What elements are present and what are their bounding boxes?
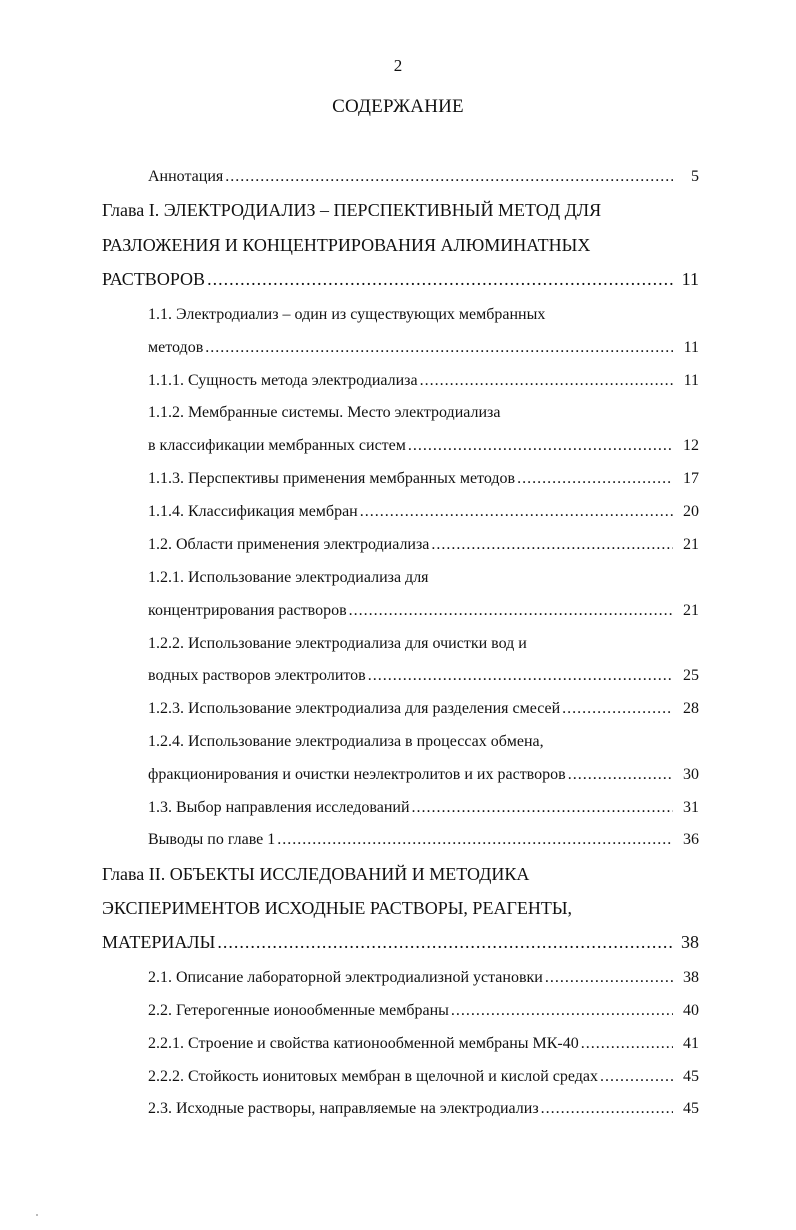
toc-entry-text: 2.1. Описание лабораторной электродиализной установки bbox=[148, 969, 543, 986]
toc-entry-text: водных растворов электролитов bbox=[148, 667, 366, 684]
toc-entry-page: 21 bbox=[683, 536, 699, 553]
toc-chapter-line bbox=[102, 898, 699, 919]
toc-entry bbox=[148, 969, 699, 987]
dot-leader bbox=[349, 602, 673, 620]
toc-entry-text: 1.3. Выбор направления исследований bbox=[148, 799, 410, 816]
toc-entry-text: 2.2. Гетерогенные ионообменные мембраны bbox=[148, 1002, 449, 1019]
toc-entry-text: 2.3. Исходные растворы, направляемые на электродиализ bbox=[148, 1100, 539, 1117]
toc-entry-page: 40 bbox=[683, 1002, 699, 1019]
dot-leader bbox=[205, 339, 673, 357]
toc-entry-text: методов bbox=[148, 339, 204, 356]
dot-leader bbox=[225, 168, 673, 186]
toc-entry-text: 1.2. Области применения электродиализа bbox=[148, 536, 430, 553]
dot-leader bbox=[408, 437, 673, 455]
toc-chapter-line bbox=[102, 200, 699, 221]
toc-entry bbox=[148, 1035, 699, 1053]
dot-leader bbox=[277, 831, 673, 849]
toc-entry-text: РАСТВОРОВ bbox=[102, 269, 206, 289]
toc-entry-line bbox=[148, 404, 699, 422]
dot-leader bbox=[207, 269, 673, 290]
toc-entry bbox=[148, 372, 699, 390]
toc-entry bbox=[148, 766, 699, 784]
toc-entry-text: 1.2.1. Использование электродиализа для bbox=[148, 569, 429, 586]
toc-entry bbox=[148, 1002, 699, 1020]
toc-entry-text: 2.2.2. Стойкость ионитовых мембран в щелочной и кислой средах bbox=[148, 1068, 598, 1085]
toc-entry-page: 41 bbox=[683, 1035, 699, 1052]
toc-chapter-entry bbox=[102, 932, 699, 953]
dot-leader bbox=[562, 700, 673, 718]
page-number: 2 bbox=[393, 56, 403, 75]
toc-entry bbox=[148, 799, 699, 817]
dot-leader bbox=[451, 1002, 673, 1020]
toc-entry-page: 25 bbox=[683, 667, 699, 684]
toc-chapter-entry bbox=[102, 269, 699, 290]
toc-entry-text: Глава II. ОБЪЕКТЫ ИССЛЕДОВАНИЙ И МЕТОДИКА bbox=[102, 864, 530, 884]
toc-entry-page: 38 bbox=[681, 932, 699, 952]
toc-entry-text: Глава I. ЭЛЕКТРОДИАЛИЗ – ПЕРСПЕКТИВНЫЙ МЕТОД ДЛЯ bbox=[102, 200, 602, 220]
toc-entry-page: 31 bbox=[683, 799, 699, 816]
dot-leader bbox=[581, 1035, 673, 1053]
toc-entry bbox=[148, 503, 699, 521]
toc-entry-page: 30 bbox=[683, 766, 699, 783]
toc-entry bbox=[148, 470, 699, 488]
toc-entry bbox=[148, 831, 699, 849]
toc-entry-text: 1.1.1. Сущность метода электродиализа bbox=[148, 372, 418, 389]
dot-leader bbox=[217, 932, 673, 953]
toc-entry-text: концентрирования растворов bbox=[148, 602, 347, 619]
toc-entry bbox=[148, 1100, 699, 1118]
toc-entry-text: 1.1.2. Мембранные системы. Место электродиализа bbox=[148, 404, 501, 421]
toc-chapter-line bbox=[102, 235, 699, 256]
toc-entry-page: 36 bbox=[683, 831, 699, 848]
toc-entry-page: 11 bbox=[683, 372, 699, 389]
toc-entry-page: 12 bbox=[683, 437, 699, 454]
dot-leader bbox=[412, 799, 673, 817]
dot-leader bbox=[568, 766, 673, 784]
toc-entry-text: Аннотация bbox=[148, 168, 224, 185]
toc-entry-page: 21 bbox=[683, 602, 699, 619]
scan-speck bbox=[36, 1214, 38, 1216]
toc-entry bbox=[148, 1068, 699, 1086]
toc-entry-page: 45 bbox=[683, 1100, 699, 1117]
toc-entry bbox=[148, 168, 699, 186]
toc-entry-text: МАТЕРИАЛЫ bbox=[102, 932, 216, 952]
toc-entry-page: 17 bbox=[683, 470, 699, 487]
toc-entry bbox=[148, 339, 699, 357]
page-title: СОДЕРЖАНИЕ bbox=[332, 96, 464, 117]
toc-chapter-line bbox=[102, 864, 699, 885]
dot-leader bbox=[420, 372, 673, 390]
toc-entry-text: 1.2.2. Использование электродиализа для очистки вод и bbox=[148, 635, 527, 652]
toc-entry-line bbox=[148, 733, 699, 751]
toc-entry-page: 5 bbox=[691, 168, 699, 185]
toc-entry-text: 2.2.1. Строение и свойства катионообменной мембраны МК-40 bbox=[148, 1035, 579, 1052]
toc-entry bbox=[148, 437, 699, 455]
dot-leader bbox=[360, 503, 673, 521]
dot-leader bbox=[600, 1068, 673, 1086]
toc-entry-page: 20 bbox=[683, 503, 699, 520]
dot-leader bbox=[545, 969, 673, 987]
dot-leader bbox=[517, 470, 673, 488]
toc-entry-text: 1.1. Электродиализ – один из существующих мембранных bbox=[148, 306, 546, 323]
toc-entry-text: Выводы по главе 1 bbox=[148, 831, 276, 848]
toc-entry-text: фракционирования и очистки неэлектролитов и их растворов bbox=[148, 766, 566, 783]
toc-entry bbox=[148, 667, 699, 685]
toc-entry-text: ЭКСПЕРИМЕНТОВ ИСХОДНЫЕ РАСТВОРЫ, РЕАГЕНТЫ, bbox=[102, 898, 573, 918]
toc-entry-text: РАЗЛОЖЕНИЯ И КОНЦЕНТРИРОВАНИЯ АЛЮМИНАТНЫХ bbox=[102, 235, 591, 255]
toc-entry-page: 11 bbox=[683, 339, 699, 356]
toc-entry bbox=[148, 700, 699, 718]
dot-leader bbox=[541, 1100, 673, 1118]
toc-entry-page: 38 bbox=[683, 969, 699, 986]
toc-entry-page: 11 bbox=[681, 269, 699, 289]
toc-entry-text: в классификации мембранных систем bbox=[148, 437, 406, 454]
toc-entry-text: 1.2.3. Использование электродиализа для разделения смесей bbox=[148, 700, 561, 717]
toc-entry-line bbox=[148, 306, 699, 324]
toc-entry bbox=[148, 602, 699, 620]
toc-entry-line bbox=[148, 569, 699, 587]
dot-leader bbox=[368, 667, 673, 685]
toc-entry-line bbox=[148, 635, 699, 653]
toc-entry bbox=[148, 536, 699, 554]
dot-leader bbox=[431, 536, 673, 554]
toc-entry-page: 45 bbox=[683, 1068, 699, 1085]
toc-entry-page: 28 bbox=[683, 700, 699, 717]
toc-entry-text: 1.2.4. Использование электродиализа в процессах обмена, bbox=[148, 733, 544, 750]
toc-entry-text: 1.1.4. Классификация мембран bbox=[148, 503, 358, 520]
toc-entry-text: 1.1.3. Перспективы применения мембранных методов bbox=[148, 470, 516, 487]
